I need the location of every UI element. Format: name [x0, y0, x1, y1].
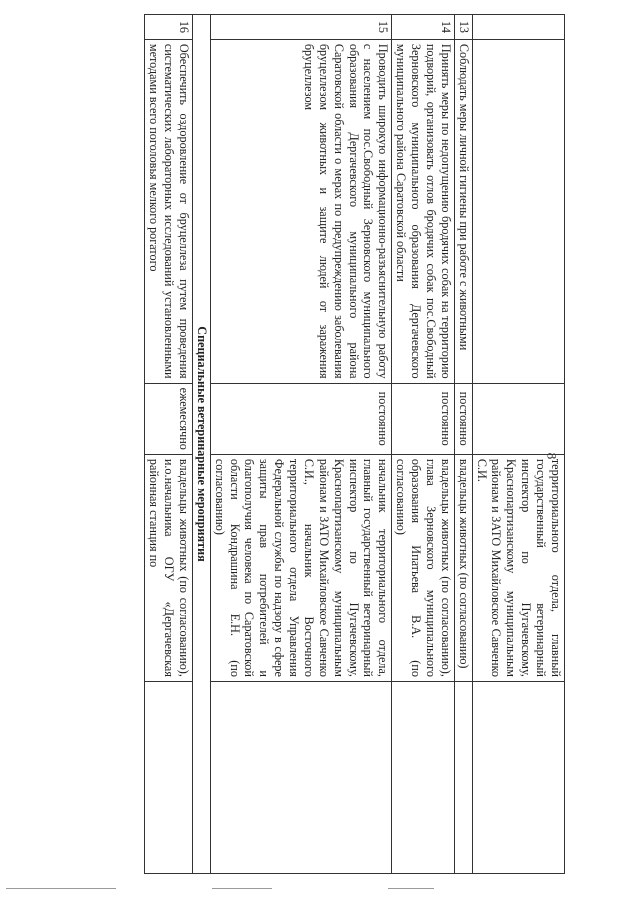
empty-cell	[210, 681, 392, 873]
table-row-continued	[472, 15, 564, 874]
measure-cell	[472, 39, 564, 383]
measures-table	[144, 14, 565, 874]
responsible-cell: владельцы животных (по согласованию), глава Зерновского муниципального образования Ипатьева В.А. (по согласованию)	[392, 454, 455, 681]
responsible-cell: владельцы животных (по согласованию), и.о.начальника ОГУ «Дергачевская районная станция по	[145, 454, 193, 681]
responsible-cell: владельцы животных (по согласованию)	[454, 454, 472, 681]
section-header-row	[193, 15, 211, 874]
empty-cell	[472, 681, 564, 873]
period-cell	[472, 383, 564, 454]
row-number: 16	[145, 15, 193, 40]
table-row	[454, 15, 472, 874]
period-cell: постоянно	[392, 383, 455, 454]
table-row	[210, 15, 392, 874]
row-number: 13	[454, 15, 472, 40]
row-number	[472, 15, 564, 40]
table-row	[145, 15, 193, 874]
period-cell: ежемесячно	[145, 383, 193, 454]
responsible-cell: территориального отдела, главный государственный ветеринарный инспектор по Пугачевскому, Краснопартизанскому муниципальным районам и ЗАТО Михайловское Савченко С.И.	[472, 454, 564, 681]
empty-cell	[145, 681, 193, 873]
period-cell: постоянно	[210, 383, 392, 454]
empty-cell	[392, 681, 455, 873]
section-title: Специальные ветеринарные мероприятия	[193, 15, 211, 874]
page-number: 8	[544, 452, 560, 460]
scan-artifact-line	[212, 888, 272, 889]
scan-artifact-line	[388, 888, 434, 889]
measure-cell: Обеспечить оздоровление от бруцеллеза путем проведения систематических лабораторных исследований установленными методами всего поголовья мелкого рогатого	[145, 39, 193, 383]
responsible-cell: начальник территориального отдела, главный государственный ветеринарный инспектор по Пугачевскому, Краснопартизанскому муниципальным районам и ЗАТО Михайловское Савченко С.И., начальник Восточного территориального отдела Управления Федеральной службы по надзору в сфере защиты прав потребителей и благополучия человека по Саратовской области Кондрашина Е.Н. (по согласованию)	[210, 454, 392, 681]
scan-artifact-line	[6, 888, 116, 889]
measure-cell: Принять меры по недопущению бродячих собак на территорию подворий, организовать отлов бродячих собак пос.Свободный Зерновского муниципального образования Дергачевского муниципального района Саратовской области	[392, 39, 455, 383]
measure-cell: Проводить широкую информационно-разъяснительную работу с населением пос.Свободный Зерновского муниципального образования Дергачевского муниципального района Саратовской области о мерах по предупреждению заболевания бруцеллезом животных и защите людей от заражения бруцеллезом	[210, 39, 392, 383]
table-row	[392, 15, 455, 874]
period-cell: постоянно	[454, 383, 472, 454]
row-number: 14	[392, 15, 455, 40]
measure-cell: Соблюдать меры личной гигиены при работе с животными	[454, 39, 472, 383]
row-number: 15	[210, 15, 392, 40]
empty-cell	[454, 681, 472, 873]
